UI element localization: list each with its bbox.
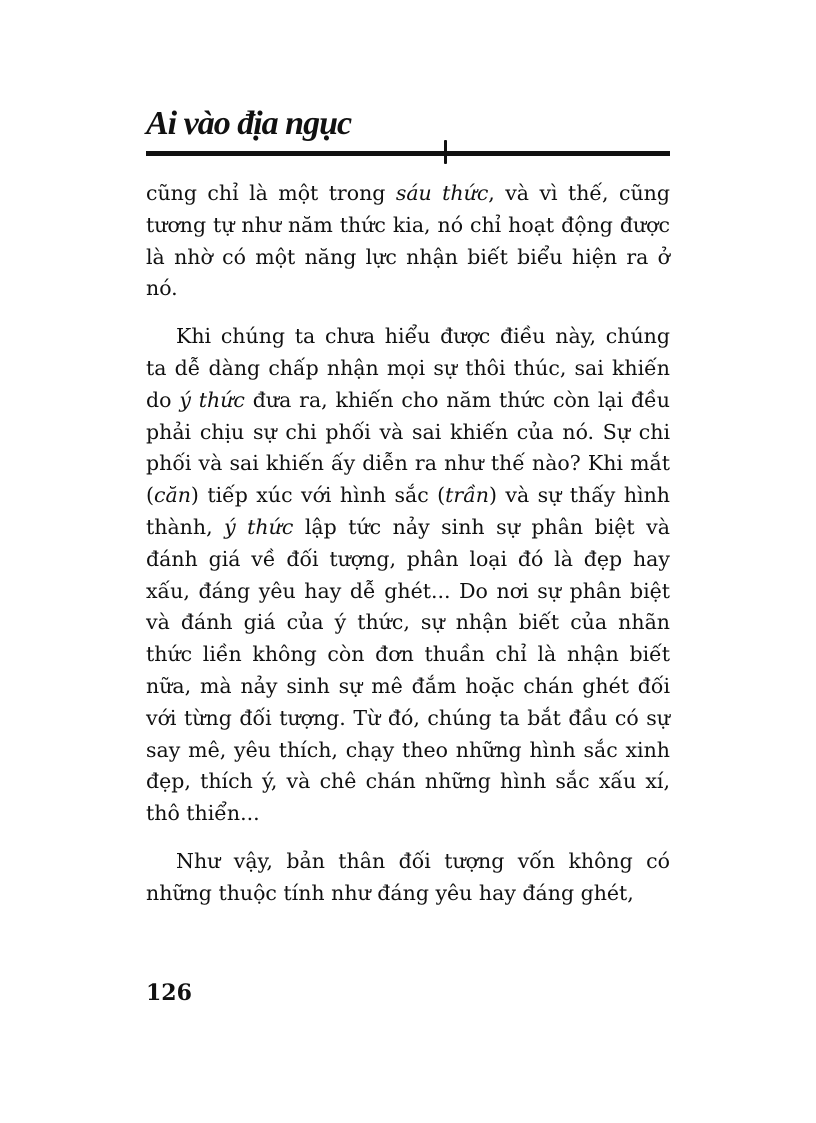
body-paragraph — [146, 178, 670, 305]
page-number: 126 — [146, 980, 192, 1006]
italic-term: ý thức — [224, 514, 294, 539]
italic-term: sáu thức — [395, 181, 489, 205]
text-run: , và vì thế, cũng tương tự như năm thức kia, nó chỉ hoạt động được là nhờ có một năng lực nhận biết biểu hiện ra ở nó. — [146, 181, 670, 301]
text-run: ) và sự thấy hình thành, — [146, 483, 670, 539]
italic-term: ý thức — [179, 387, 245, 412]
text-run: cũng chỉ là một trong — [146, 181, 396, 205]
italic-term: căn — [154, 483, 191, 508]
text-run: Khi chúng ta chưa hiểu được điều này, chúng ta dễ dàng chấp nhận mọi sự thôi thúc, sai khiến do — [146, 324, 670, 412]
header-rule — [146, 151, 670, 156]
running-header — [146, 100, 670, 162]
body-paragraph — [146, 321, 670, 830]
body-text — [146, 178, 670, 910]
text-run: lập tức nảy sinh sự phân biệt và đánh giá về đối tượng, phân loại đó là đẹp hay xấu, đáng yêu hay dễ ghét... Do nơi sự phân biệt và đánh giá của ý thức, sự nhận biết của nhãn thức liền không còn đơn thuần chỉ là nhận biết nữa, mà nảy sinh sự mê đắm hoặc chán ghét đối với từng đối tượng. Từ đó, chúng ta bắt đầu có sự say mê, yêu thích, chạy theo những hình sắc xinh đẹp, thích ý, và chê chán những hình sắc xấu xí, thô thiển... — [146, 514, 670, 826]
running-title: Ai vào địa ngục — [146, 105, 352, 142]
header-rule-ornament — [444, 140, 447, 164]
text-run: đưa ra, khiến cho năm thức còn lại đều phải chịu sự chi phối và sai khiến của nó. Sự chi phối và sai khiến ấy diễn ra như thế nào? Khi mắt ( — [146, 387, 670, 508]
italic-term: trần — [445, 483, 489, 508]
text-run: ) tiếp xúc với hình sắc ( — [190, 483, 446, 508]
body-paragraph — [146, 846, 670, 910]
text-run: Như vậy, bản thân đối tượng vốn không có những thuộc tính như đáng yêu hay đáng ghét, — [146, 848, 670, 905]
